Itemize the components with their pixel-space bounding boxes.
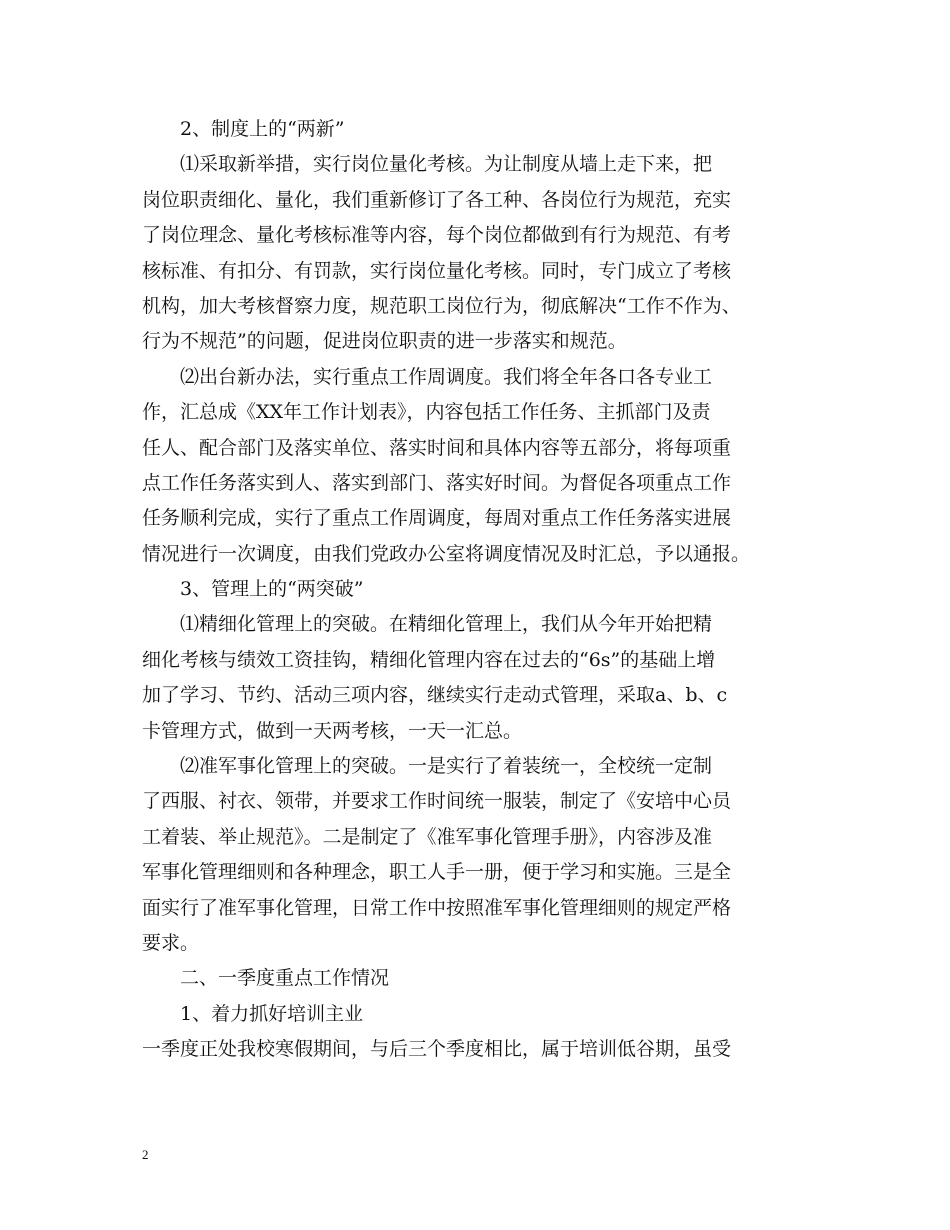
text-line: 军事化管理细则和各种理念，职工人手一册，便于学习和实施。三是全 (142, 861, 732, 884)
text-line: 核标准、有扣分、有罚款，实行岗位量化考核。同时，专门成立了考核 (142, 259, 732, 282)
text-line: 2、制度上的“两新” (180, 118, 345, 140)
text-line: 工着装、举止规范》。二是制定了《准军事化管理手册》，内容涉及准 (142, 825, 713, 848)
text-line: 了岗位理念、量化考核标准等内容，每个岗位都做到有行为规范、有考 (142, 224, 732, 247)
text-line: 细化考核与绩效工资挂钩，精细化管理内容在过去的“6s”的基础上增 (142, 648, 716, 671)
text-line: 机构，加大考核督察力度，规范职工岗位行为，彻底解决“工作不作为、 (142, 294, 741, 317)
page-number: 2 (142, 1147, 149, 1162)
text-line: ⑵出台新办法，实行重点工作周调度。我们将全年各口各专业工 (180, 365, 713, 388)
document-body (142, 112, 832, 1068)
text-line: 情况进行一次调度，由我们党政办公室将调度情况及时汇总，予以通报。 (142, 542, 751, 565)
text-line: ⑵准军事化管理上的突破。一是实行了着装统一，全校统一定制 (180, 755, 713, 778)
text-line: 岗位职责细化、量化，我们重新修订了各工种、各岗位行为规范，充实 (142, 188, 732, 211)
text-line: 了西服、衬衣、领带，并要求工作时间统一服装，制定了《安培中心员 (142, 790, 732, 813)
text-line: 3、管理上的“两突破” (180, 578, 364, 601)
text-line: 任务顺利完成，实行了重点工作周调度，每周对重点工作任务落实进展 (142, 507, 732, 530)
text-line: 面实行了准军事化管理，日常工作中按照准军事化管理细则的规定严格 (142, 896, 732, 919)
text-line: 任人、配合部门及落实单位、落实时间和具体内容等五部分，将每项重 (142, 436, 732, 459)
text-line: 作，汇总成《XX年工作计划表》，内容包括工作任务、主抓部门及责 (142, 401, 711, 424)
text-line: 一季度正处我校寒假期间，与后三个季度相比，属于培训低谷期，虽受 (142, 1038, 732, 1061)
text-line: 行为不规范”的问题，促进岗位职责的进一步落实和规范。 (142, 330, 627, 353)
text-line: 1、着力抓好培训主业 (180, 1002, 364, 1025)
text-line: 要求。 (142, 931, 200, 954)
text-line: ⑴精细化管理上的突破。在精细化管理上，我们从今年开始把精 (180, 613, 713, 636)
text-line: 点工作任务落实到人、落实到部门、落实好时间。为督促各项重点工作 (142, 471, 732, 494)
text-line: 二、一季度重点工作情况 (180, 967, 390, 990)
text-line: ⑴采取新举措，实行岗位量化考核。为让制度从墙上走下来，把 (180, 153, 713, 176)
text-line: 加了学习、节约、活动三项内容，继续实行走动式管理，采取a、b、c (142, 684, 728, 707)
text-line: 卡管理方式，做到一天两考核，一天一汇总。 (142, 719, 523, 742)
